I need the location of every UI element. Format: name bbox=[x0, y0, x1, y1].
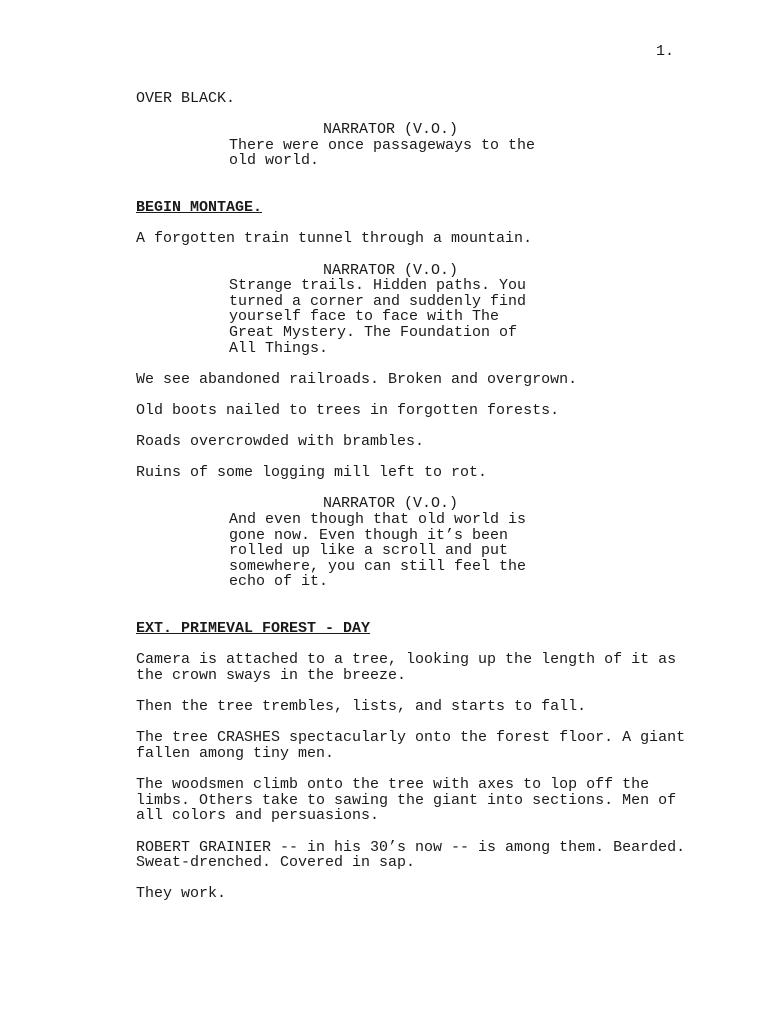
action-tree-crashes bbox=[136, 730, 736, 761]
dialogue-line: Great Mystery. The Foundation of bbox=[229, 323, 518, 341]
action-line: We see abandoned railroads. Broken and overgrown. bbox=[136, 370, 578, 388]
character-cue: NARRATOR (V.O.) bbox=[323, 261, 459, 279]
dialogue-line: Strange trails. Hidden paths. You bbox=[229, 277, 527, 295]
dialogue-line: There were once passageways to the bbox=[229, 136, 536, 154]
action-line: Roads overcrowded with brambles. bbox=[136, 433, 425, 451]
dialogue-line: yourself face to face with The bbox=[229, 308, 500, 326]
dialogue-line: All Things. bbox=[229, 339, 329, 357]
dialogue bbox=[136, 278, 736, 356]
action-line: limbs. Others take to sawing the giant into sections. Men of bbox=[136, 791, 677, 809]
action-woodsmen bbox=[136, 777, 736, 824]
scene-heading-montage: BEGIN MONTAGE. bbox=[136, 199, 263, 217]
dialogue-line: gone now. Even though it’s been bbox=[229, 526, 509, 544]
action-line: Camera is attached to a tree, looking up the length of it as bbox=[136, 651, 677, 669]
action-line: ROBERT GRAINIER -- in his 30’s now -- is among them. Bearded. bbox=[136, 838, 686, 856]
action-line: The tree CRASHES spectacularly onto the forest floor. A giant bbox=[136, 729, 686, 747]
action-line: Then the tree trembles, lists, and starts to fall. bbox=[136, 698, 587, 716]
dialogue-line: old world. bbox=[229, 152, 320, 170]
action-robert-grainier bbox=[136, 840, 736, 871]
action-line: Sweat-drenched. Covered in sap. bbox=[136, 854, 416, 872]
action-line: Ruins of some logging mill left to rot. bbox=[136, 464, 488, 482]
action-line: Old boots nailed to trees in forgotten forests. bbox=[136, 401, 560, 419]
action-over-black bbox=[136, 91, 736, 107]
action-line: The woodsmen climb onto the tree with axes to lop off the bbox=[136, 776, 650, 794]
action-roads bbox=[136, 434, 736, 450]
action-line: all colors and persuasions. bbox=[136, 807, 380, 825]
action-they-work bbox=[136, 886, 736, 902]
scene-heading-forest: EXT. PRIMEVAL FOREST - DAY bbox=[136, 620, 371, 638]
dialogue-line: turned a corner and suddenly find bbox=[229, 292, 527, 310]
script-content bbox=[136, 91, 736, 902]
dialogue-line: echo of it. bbox=[229, 573, 329, 591]
dialogue bbox=[136, 512, 736, 590]
action-line: OVER BLACK. bbox=[136, 90, 236, 107]
action-line: A forgotten train tunnel through a mountain. bbox=[136, 230, 533, 248]
page-number: 1. bbox=[656, 43, 675, 60]
dialogue bbox=[136, 138, 736, 169]
dialogue-line: somewhere, you can still feel the bbox=[229, 557, 527, 575]
action-ruins bbox=[136, 465, 736, 481]
character-cue: NARRATOR (V.O.) bbox=[323, 495, 459, 513]
action-tunnel bbox=[136, 231, 736, 247]
character-cue: NARRATOR (V.O.) bbox=[323, 121, 459, 139]
dialogue-line: rolled up like a scroll and put bbox=[229, 542, 509, 560]
dialogue-line: And even though that old world is bbox=[229, 511, 527, 529]
action-railroads bbox=[136, 372, 736, 388]
action-tree-falls bbox=[136, 699, 736, 715]
action-boots bbox=[136, 403, 736, 419]
action-line: the crown sways in the breeze. bbox=[136, 666, 407, 684]
action-camera bbox=[136, 652, 736, 683]
action-line: They work. bbox=[136, 885, 227, 903]
action-line: fallen among tiny men. bbox=[136, 744, 335, 762]
